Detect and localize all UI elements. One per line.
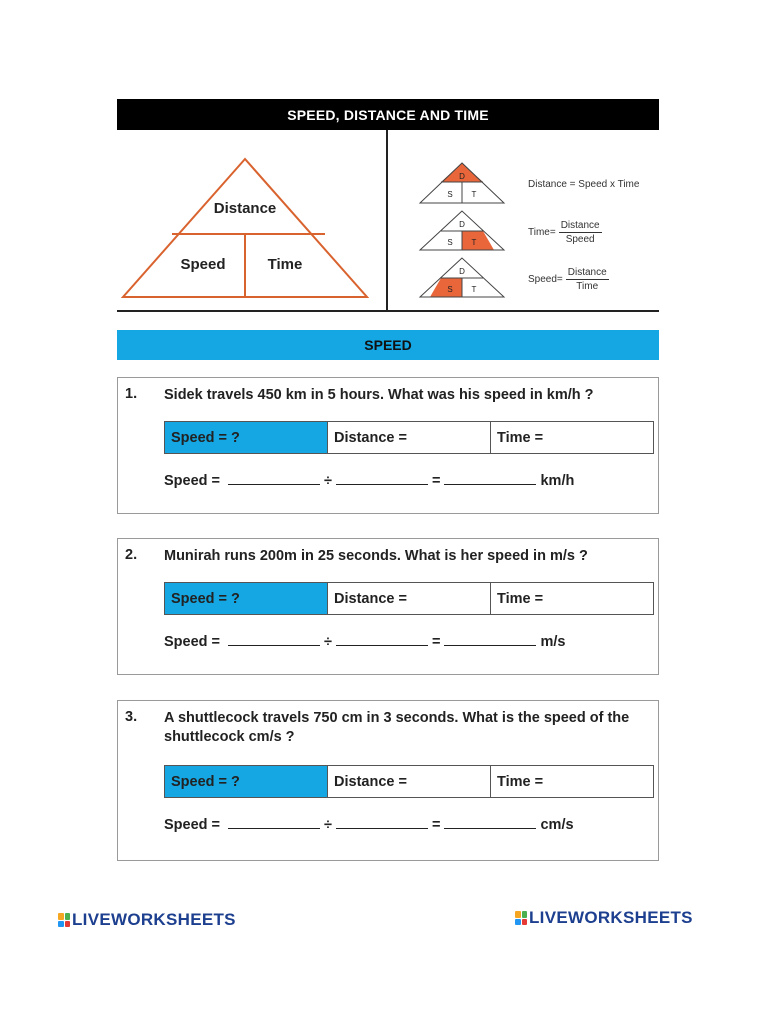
question-2-table [164, 582, 654, 615]
question-1-table [164, 421, 654, 454]
mini1-t: T [471, 190, 477, 199]
formula-time-label: Time= [528, 227, 556, 238]
mini3-t: T [471, 285, 477, 294]
question-2-answer-line [164, 634, 565, 650]
answer-line-label: Speed = [164, 634, 225, 650]
question-3-text: A shuttlecock travels 750 cm in 3 seconds. What is the speed of the shuttlecock cm/s ? [164, 710, 630, 745]
question-2-distance-cell[interactable]: Distance = [327, 583, 490, 614]
equals-sign: = [432, 634, 441, 650]
big-triangle-distance: Distance [213, 200, 277, 217]
footer-logo-left-text: LIVEWORKSHEETS [72, 910, 236, 929]
liveworksheets-logo-icon [515, 911, 527, 925]
equals-sign: = [432, 473, 441, 489]
question-3-speed-cell[interactable]: Speed = ? [165, 766, 327, 797]
answer-line-label: Speed = [164, 473, 225, 489]
divide-sign: ÷ [324, 473, 333, 489]
mini2-t: T [471, 238, 477, 247]
formula-time-numerator: Distance [560, 220, 600, 231]
equals-sign: = [432, 817, 441, 833]
question-3-table [164, 765, 654, 798]
footer-logo-left [58, 910, 236, 930]
panel-divider-horizontal [117, 310, 659, 312]
question-1-blank-time[interactable] [336, 473, 428, 485]
question-2-blank-time[interactable] [336, 634, 428, 646]
mini-triangle-distance [420, 163, 504, 203]
footer-logo-right [515, 908, 693, 928]
mini3-s: S [447, 285, 453, 294]
question-3-number: 3. [125, 709, 138, 725]
formula-time [528, 220, 602, 245]
question-2-number: 2. [125, 547, 138, 563]
formula-time-denominator: Speed [565, 234, 595, 245]
mini2-d: D [459, 220, 465, 229]
question-3-box [117, 700, 659, 861]
question-1-text: Sidek travels 450 km in 5 hours. What was his speed in km/h ? [164, 387, 594, 403]
question-3-answer-line [164, 817, 574, 833]
question-3-time-cell[interactable]: Time = [490, 766, 653, 797]
formula-distance-text: Distance = Speed x Time [528, 179, 640, 190]
question-3-unit: cm/s [540, 817, 574, 833]
worksheet-title: SPEED, DISTANCE AND TIME [117, 99, 659, 130]
question-1-speed-cell[interactable]: Speed = ? [165, 422, 327, 453]
mini2-s: S [447, 238, 453, 247]
formula-distance [528, 179, 639, 190]
question-1-unit: km/h [540, 473, 575, 489]
question-1-time-cell[interactable]: Time = [490, 422, 653, 453]
section-title: SPEED [117, 330, 659, 360]
question-1-box [117, 377, 659, 514]
formula-speed-denominator: Time [576, 281, 599, 292]
question-3-blank-distance[interactable] [228, 817, 320, 829]
question-2-blank-distance[interactable] [228, 634, 320, 646]
mini3-d: D [459, 267, 465, 276]
formula-speed-label: Speed= [528, 274, 563, 285]
liveworksheets-logo-icon [58, 913, 70, 927]
divide-sign: ÷ [324, 817, 333, 833]
question-3-blank-answer[interactable] [444, 817, 536, 829]
divide-sign: ÷ [324, 634, 333, 650]
question-2-time-cell[interactable]: Time = [490, 583, 653, 614]
question-1-blank-distance[interactable] [228, 473, 320, 485]
question-2-unit: m/s [540, 634, 566, 650]
formula-speed [528, 267, 609, 292]
question-3-distance-cell[interactable]: Distance = [327, 766, 490, 797]
question-2-text: Munirah runs 200m in 25 seconds. What is her speed in m/s ? [164, 548, 588, 564]
footer-logo-right-text: LIVEWORKSHEETS [529, 908, 693, 927]
question-3-blank-time[interactable] [336, 817, 428, 829]
big-triangle [123, 159, 367, 297]
mini-triangle-time [420, 211, 504, 250]
question-2-blank-answer[interactable] [444, 634, 536, 646]
big-triangle-time: Time [267, 256, 303, 273]
mini1-d: D [459, 172, 465, 181]
big-triangle-speed: Speed [180, 256, 226, 273]
question-1-answer-line [164, 473, 574, 489]
mini-triangle-speed [420, 258, 504, 297]
formula-panel [117, 130, 659, 312]
answer-line-label: Speed = [164, 817, 225, 833]
question-1-distance-cell[interactable]: Distance = [327, 422, 490, 453]
formula-time-fraction [559, 220, 602, 245]
panel-divider-vertical [386, 130, 388, 312]
formula-speed-fraction [566, 267, 609, 292]
question-2-box [117, 538, 659, 675]
question-1-blank-answer[interactable] [444, 473, 536, 485]
question-2-speed-cell[interactable]: Speed = ? [165, 583, 327, 614]
formula-speed-numerator: Distance [567, 267, 607, 278]
question-1-number: 1. [125, 386, 138, 402]
mini1-s: S [447, 190, 453, 199]
